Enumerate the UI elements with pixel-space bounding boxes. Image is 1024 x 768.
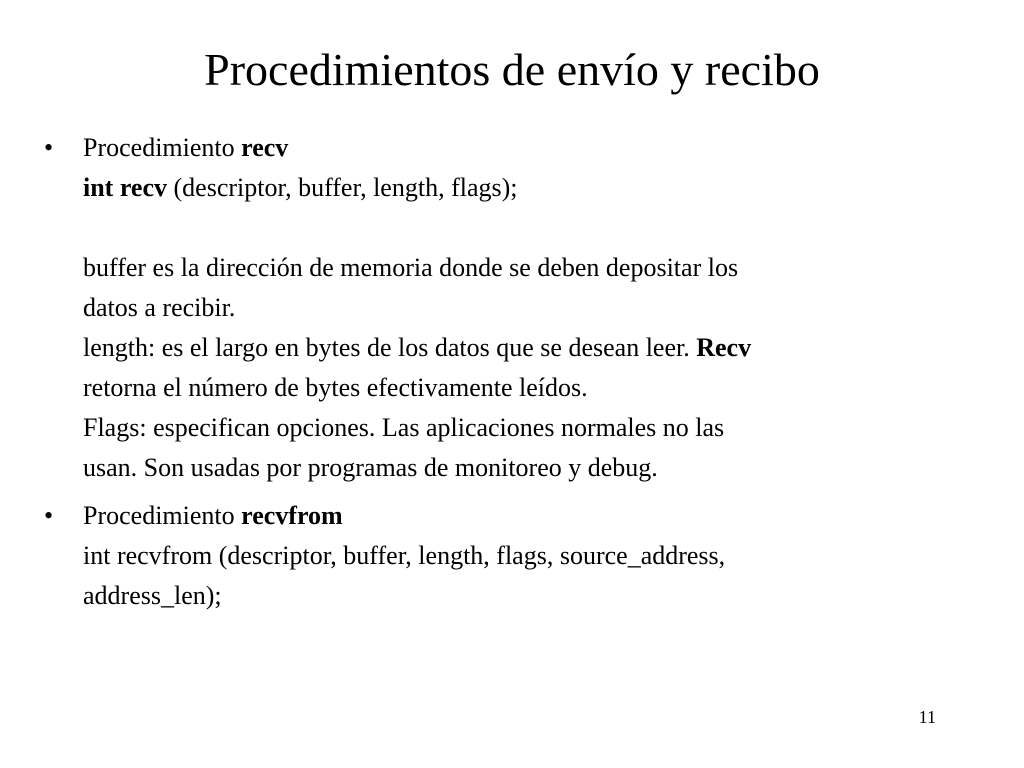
recvfrom-intro: Procedimiento	[83, 501, 242, 530]
bullet-marker: •	[44, 133, 54, 162]
page-number: 11	[918, 707, 936, 727]
recv-desc-line-3-text: length: es el largo en bytes de los datos que se desean leer.	[83, 333, 697, 362]
recv-desc-line-2: datos a recibir.	[83, 293, 236, 322]
bullet-marker: •	[44, 501, 54, 530]
recv-desc-line-5: Flags: especifican opciones. Las aplicaciones normales no las	[83, 413, 725, 442]
bullet-item-recvfrom	[44, 496, 984, 616]
recv-signature	[83, 168, 984, 208]
bullet-list	[44, 128, 984, 616]
bullet-item-recv	[44, 128, 984, 488]
recvfrom-heading	[83, 496, 984, 536]
recv-signature-rest: (descriptor, buffer, length, flags);	[167, 173, 518, 202]
recv-desc-line-4: retorna el número de bytes efectivamente leídos.	[83, 373, 588, 402]
recv-desc-line-1: buffer es la dirección de memoria donde se deben depositar los	[83, 253, 739, 282]
recvfrom-signature-line-2: address_len);	[83, 581, 222, 610]
recv-desc-line-3-bold: Recv	[696, 333, 752, 362]
recv-desc-line-6: usan. Son usadas por programas de monitoreo y debug.	[83, 453, 658, 482]
slide-title: Procedimientos de envío y recibo	[204, 44, 820, 95]
recv-intro: Procedimiento	[83, 133, 242, 162]
recv-heading	[83, 128, 984, 168]
recvfrom-proc-name: recvfrom	[241, 501, 343, 530]
recv-signature-bold: int recv	[83, 173, 167, 202]
recvfrom-signature-line-1: int recvfrom (descriptor, buffer, length, flags, source_address,	[83, 541, 726, 570]
recv-desc-line-3	[83, 328, 984, 368]
recv-proc-name: recv	[241, 133, 289, 162]
blank-line	[83, 208, 984, 248]
